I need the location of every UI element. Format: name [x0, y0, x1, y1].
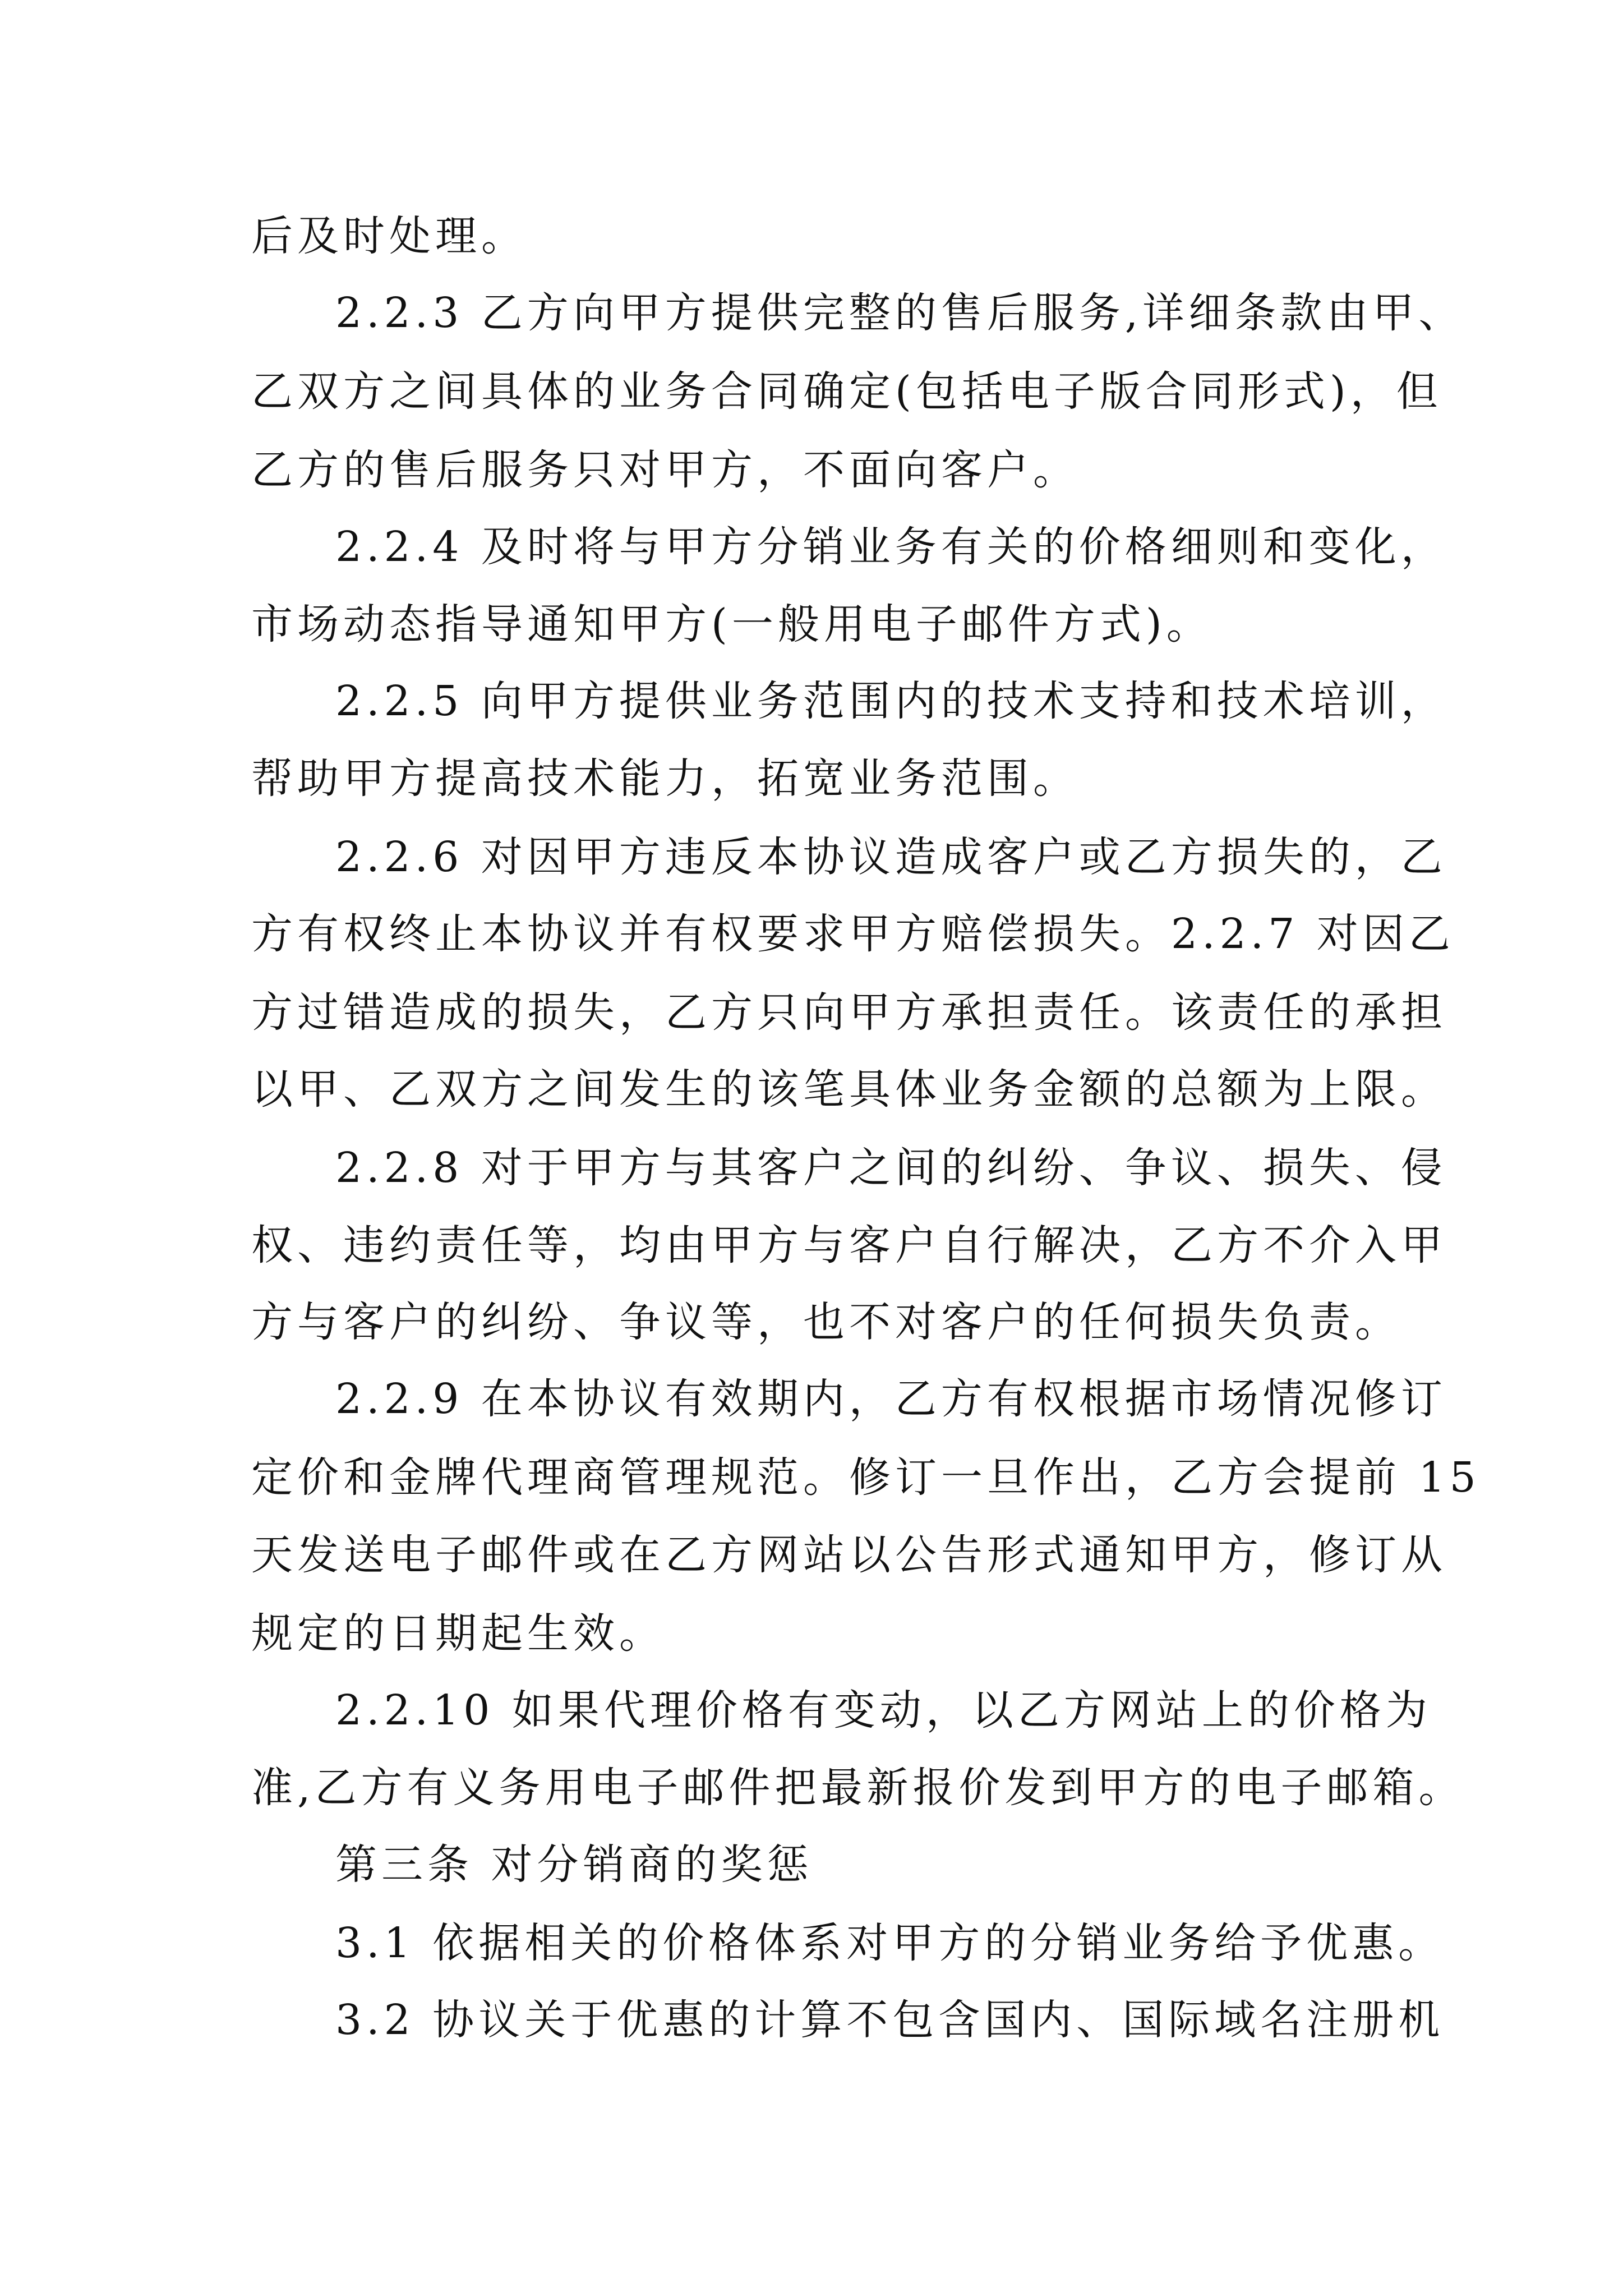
- text-line: 市场动态指导通知甲方(一般用电子邮件方式)。: [251, 600, 1212, 648]
- text-line: 以甲、乙双方之间发生的该笔具体业务金额的总额为上限。: [251, 1065, 1447, 1114]
- text-line: 方过错造成的损失，乙方只向甲方承担责任。该责任的承担: [251, 988, 1447, 1037]
- text-line: 定价和金牌代理商管理规范。修订一旦作出，乙方会提前 15: [251, 1453, 1481, 1502]
- text-line: 2.2.5 向甲方提供业务范围内的技术支持和技术培训，: [335, 677, 1447, 725]
- text-line: 2.2.9 在本协议有效期内，乙方有权根据市场情况修订: [335, 1375, 1447, 1423]
- text-line: 帮助甲方提高技术能力，拓宽业务范围。: [251, 754, 1079, 803]
- text-line: 权、违约责任等，均由甲方与客户自行解决，乙方不介入甲: [251, 1221, 1447, 1269]
- text-line: 乙方的售后服务只对甲方，不面向客户。: [251, 446, 1079, 494]
- text-line: 天发送电子邮件或在乙方网站以公告形式通知甲方，修订从: [251, 1531, 1447, 1579]
- text-line: 2.2.6 对因甲方违反本协议造成客户或乙方损失的，乙: [335, 833, 1447, 881]
- text-line: 3.2 协议关于优惠的计算不包含国内、国际域名注册机: [335, 1996, 1445, 2044]
- text-line: 2.2.8 对于甲方与其客户之间的纠纷、争议、损失、侵: [335, 1144, 1447, 1192]
- text-line: 乙双方之间具体的业务合同确定(包括电子版合同形式)，但: [251, 367, 1442, 416]
- text-line: 方有权终止本协议并有权要求甲方赔偿损失。2.2.7 对因乙: [251, 910, 1455, 958]
- text-line: 2.2.10 如果代理价格有变动，以乙方网站上的价格为: [335, 1686, 1432, 1734]
- text-line: 方与客户的纠纷、争议等，也不对客户的任何损失负责。: [251, 1298, 1401, 1346]
- text-line: 3.1 依据相关的价格体系对甲方的分销业务给予优惠。: [335, 1919, 1445, 1967]
- text-line: 规定的日期起生效。: [251, 1609, 665, 1658]
- text-line: 2.2.3 乙方向甲方提供完整的售后服务,详细条款由甲、: [335, 289, 1465, 337]
- text-line: 后及时处理。: [251, 212, 527, 260]
- section-heading: 第三条 对分销商的奖惩: [335, 1841, 813, 1889]
- text-line: 准,乙方有义务用电子邮件把最新报价发到甲方的电子邮箱。: [251, 1764, 1465, 1812]
- text-line: 2.2.4 及时将与甲方分销业务有关的价格细则和变化，: [335, 523, 1447, 571]
